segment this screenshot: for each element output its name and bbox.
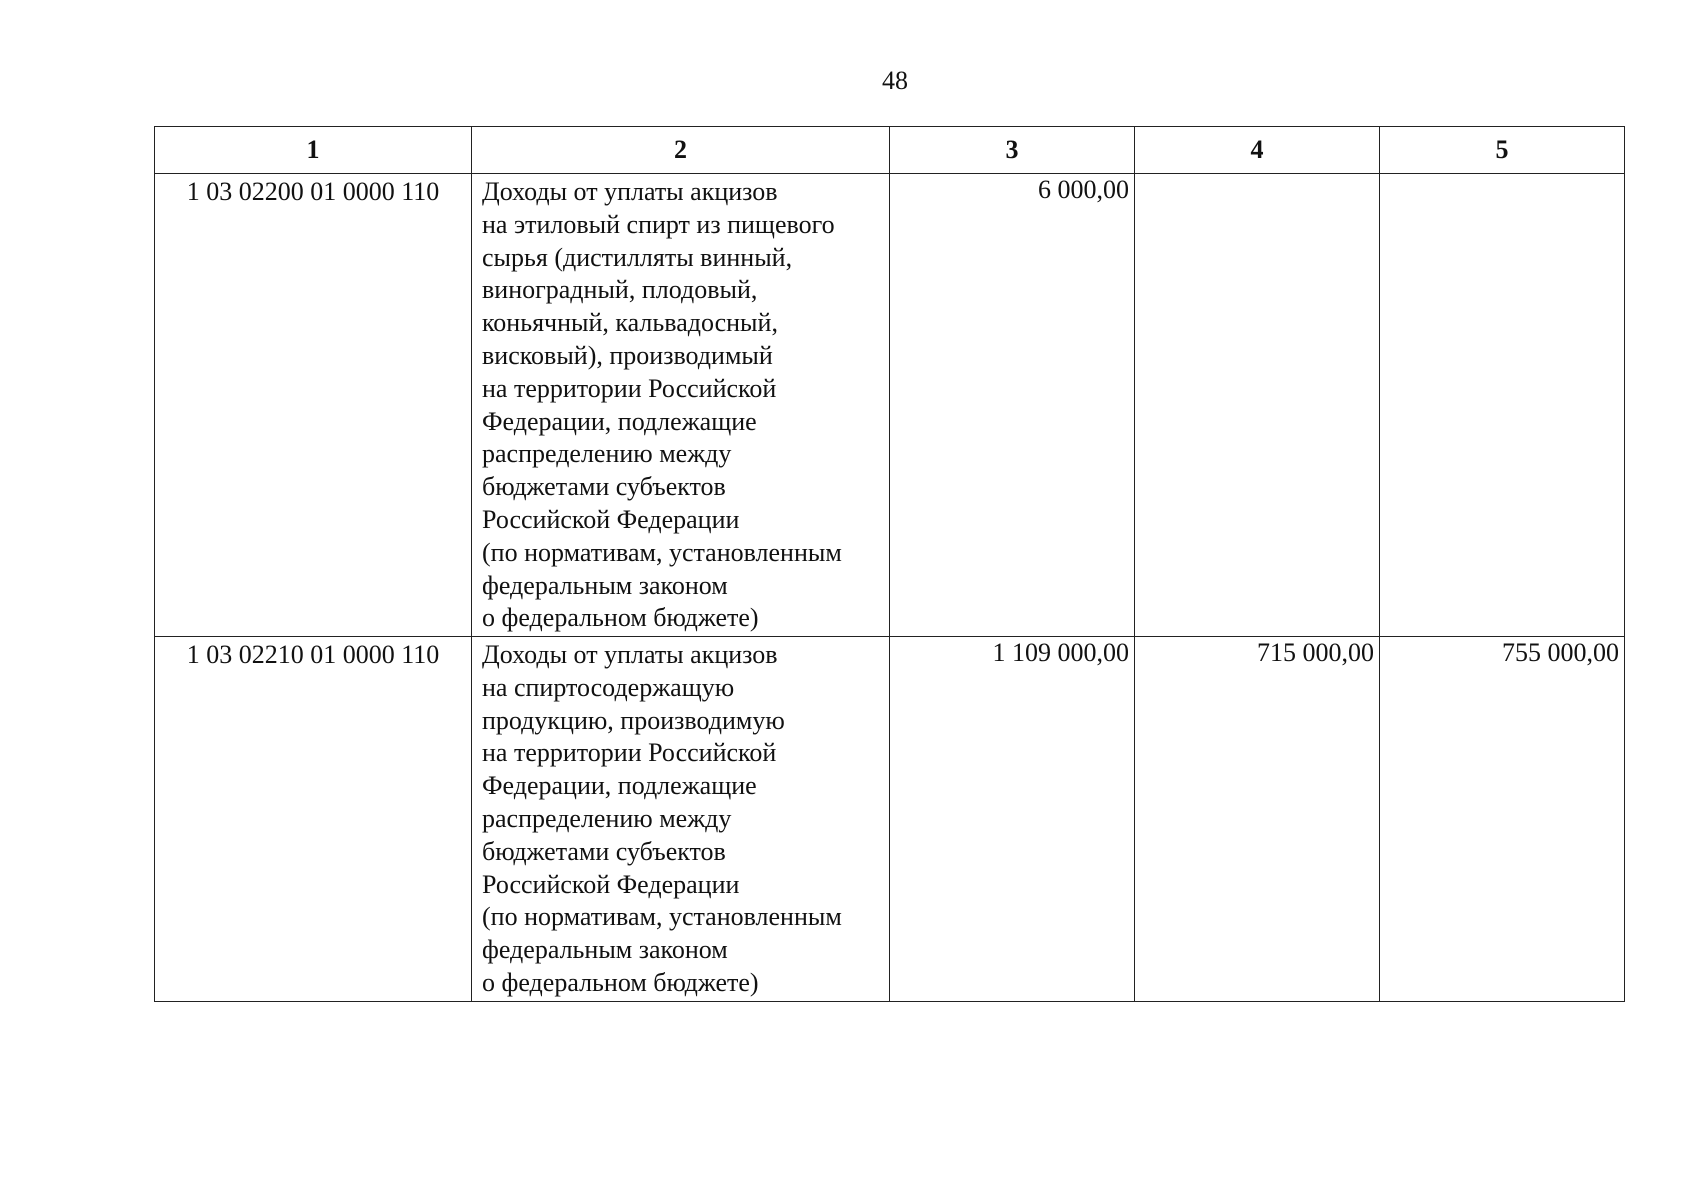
- revenue-name-line: Доходы от уплаты акцизов: [482, 177, 778, 206]
- revenue-name-line: на территории Российской: [482, 373, 777, 403]
- revenue-name-line: Федерации, подлежащие: [482, 406, 757, 436]
- amount-col-5-cell: 755 000,00: [1380, 637, 1625, 1002]
- amount-col-4-cell: [1135, 174, 1380, 637]
- header-col-5: 5: [1380, 127, 1625, 174]
- revenue-name-line: бюджетами субъектов: [482, 472, 726, 502]
- revenue-name-line: Федерации, подлежащие: [482, 771, 757, 801]
- amount-col-3-cell: 6 000,00: [890, 174, 1135, 637]
- revenue-name-line: Российской Федерации: [482, 869, 740, 899]
- revenue-name-line: коньячный, кальвадосный,: [482, 308, 778, 338]
- revenue-name-line: распределению между: [482, 803, 732, 833]
- revenue-name-line: на территории Российской: [482, 738, 777, 768]
- revenue-name-line: висковый), производимый: [482, 340, 773, 370]
- revenue-name-line: сырья (дистилляты винный,: [482, 242, 793, 272]
- revenue-name-line: о федеральном бюджете): [482, 967, 759, 997]
- budget-revenue-table: [154, 126, 1625, 1002]
- amount-col-5-cell: [1380, 174, 1625, 637]
- header-col-1: 1: [155, 127, 472, 174]
- amount-col-3-cell: 1 109 000,00: [890, 637, 1135, 1002]
- header-col-3: 3: [890, 127, 1135, 174]
- revenue-name-line: распределению между: [482, 439, 732, 469]
- revenue-name-cell: [472, 637, 890, 1002]
- revenue-name-line: виноградный, плодовый,: [482, 275, 758, 305]
- revenue-name-line: о федеральном бюджете): [482, 603, 759, 633]
- header-col-4: 4: [1135, 127, 1380, 174]
- revenue-name-line: Российской Федерации: [482, 504, 740, 534]
- revenue-name-cell: [472, 174, 890, 637]
- header-col-2: 2: [472, 127, 890, 174]
- revenue-name-line: (по нормативам, установленным: [482, 537, 842, 567]
- revenue-name-line: бюджетами субъектов: [482, 836, 726, 866]
- revenue-name-line: на этиловый спирт из пищевого: [482, 209, 835, 239]
- table-header-row: [155, 127, 1625, 174]
- revenue-code-cell: 1 03 02210 01 0000 110: [155, 637, 472, 1002]
- revenue-name-line: на спиртосодержащую: [482, 672, 735, 702]
- table-row: [155, 637, 1625, 1002]
- amount-col-4-cell: 715 000,00: [1135, 637, 1380, 1002]
- revenue-name-line: Доходы от уплаты акцизов: [482, 640, 778, 669]
- page-number: 48: [882, 66, 908, 95]
- revenue-code-cell: 1 03 02200 01 0000 110: [155, 174, 472, 637]
- revenue-name-line: (по нормативам, установленным: [482, 902, 842, 932]
- revenue-name-line: федеральным законом: [482, 935, 728, 965]
- revenue-name-line: продукцию, производимую: [482, 705, 785, 735]
- revenue-name-line: федеральным законом: [482, 570, 728, 600]
- table-row: [155, 174, 1625, 637]
